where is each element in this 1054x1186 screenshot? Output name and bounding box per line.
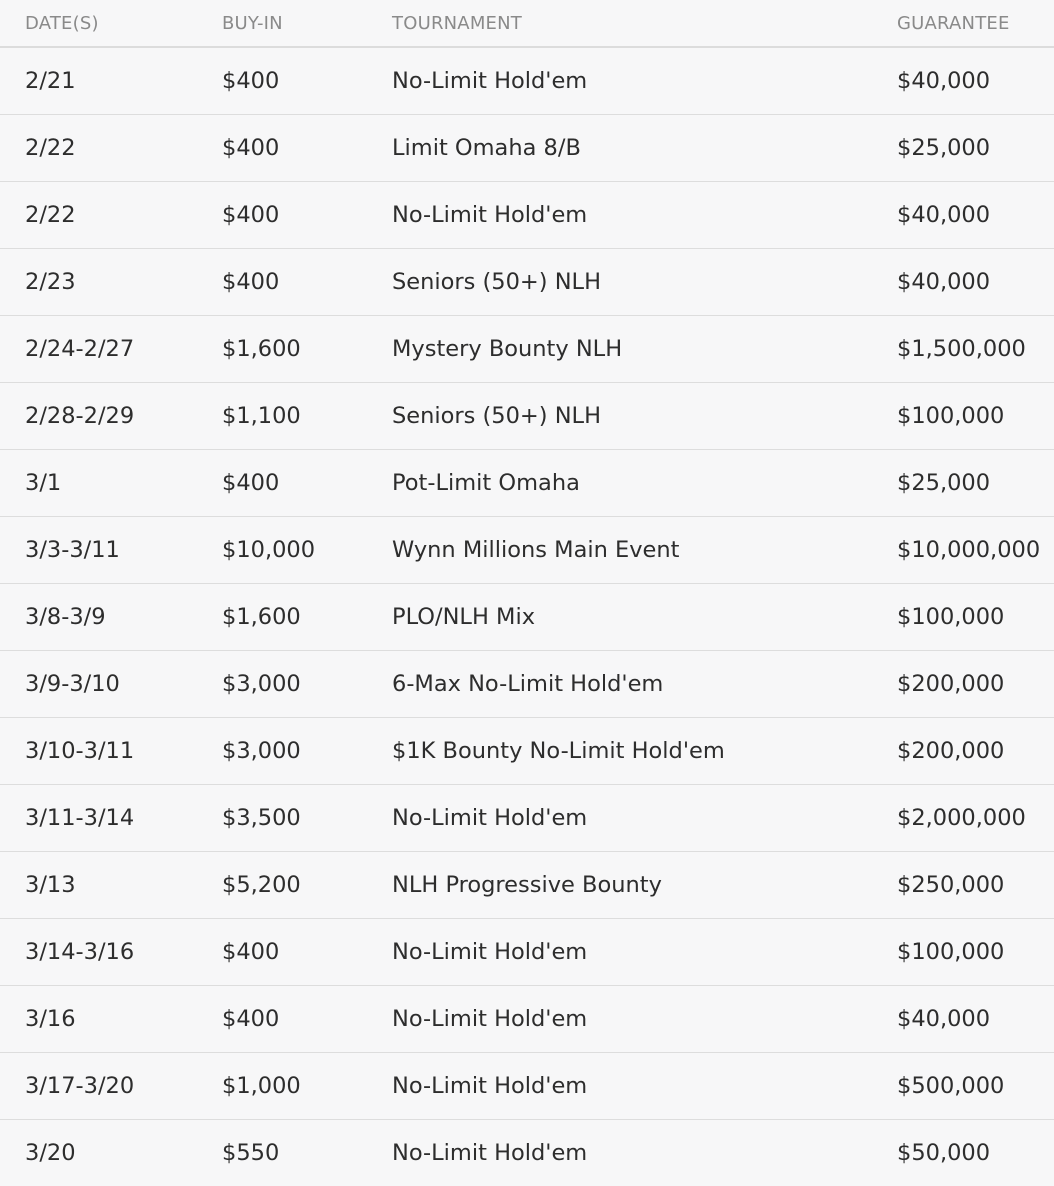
cell-date: 2/23 xyxy=(0,249,222,316)
cell-buyin: $3,500 xyxy=(222,785,392,852)
cell-buyin: $400 xyxy=(222,986,392,1053)
cell-date: 3/8-3/9 xyxy=(0,584,222,651)
table-row xyxy=(0,852,1054,919)
cell-date: 3/13 xyxy=(0,852,222,919)
cell-buyin: $400 xyxy=(222,919,392,986)
cell-date: 3/10-3/11 xyxy=(0,718,222,785)
cell-guarantee: $40,000 xyxy=(897,182,1054,249)
cell-guarantee: $40,000 xyxy=(897,249,1054,316)
cell-tournament: No-Limit Hold'em xyxy=(392,182,897,249)
cell-guarantee: $2,000,000 xyxy=(897,785,1054,852)
cell-guarantee: $250,000 xyxy=(897,852,1054,919)
table-row xyxy=(0,115,1054,182)
cell-tournament: Seniors (50+) NLH xyxy=(392,383,897,450)
cell-buyin: $550 xyxy=(222,1120,392,1186)
cell-buyin: $10,000 xyxy=(222,517,392,584)
cell-tournament: 6-Max No-Limit Hold'em xyxy=(392,651,897,718)
table-row xyxy=(0,383,1054,450)
cell-guarantee: $25,000 xyxy=(897,450,1054,517)
cell-guarantee: $100,000 xyxy=(897,584,1054,651)
table-row xyxy=(0,47,1054,115)
cell-tournament: Limit Omaha 8/B xyxy=(392,115,897,182)
table-row xyxy=(0,1120,1054,1186)
cell-tournament: No-Limit Hold'em xyxy=(392,47,897,115)
cell-date: 3/14-3/16 xyxy=(0,919,222,986)
table-row xyxy=(0,316,1054,383)
cell-guarantee: $100,000 xyxy=(897,383,1054,450)
table-row xyxy=(0,182,1054,249)
table-row xyxy=(0,517,1054,584)
cell-guarantee: $10,000,000 xyxy=(897,517,1054,584)
cell-buyin: $400 xyxy=(222,47,392,115)
cell-buyin: $1,000 xyxy=(222,1053,392,1120)
table-row xyxy=(0,919,1054,986)
table-row xyxy=(0,785,1054,852)
cell-tournament: No-Limit Hold'em xyxy=(392,919,897,986)
header-guarantee: GUARANTEE xyxy=(897,0,1054,47)
table-row xyxy=(0,651,1054,718)
cell-buyin: $5,200 xyxy=(222,852,392,919)
cell-tournament: Mystery Bounty NLH xyxy=(392,316,897,383)
cell-date: 3/1 xyxy=(0,450,222,517)
cell-buyin: $1,600 xyxy=(222,316,392,383)
cell-tournament: No-Limit Hold'em xyxy=(392,785,897,852)
cell-buyin: $400 xyxy=(222,450,392,517)
cell-tournament: No-Limit Hold'em xyxy=(392,1053,897,1120)
cell-tournament: PLO/NLH Mix xyxy=(392,584,897,651)
table-row xyxy=(0,718,1054,785)
table-row xyxy=(0,584,1054,651)
cell-guarantee: $200,000 xyxy=(897,651,1054,718)
cell-date: 3/9-3/10 xyxy=(0,651,222,718)
table-row xyxy=(0,450,1054,517)
cell-guarantee: $1,500,000 xyxy=(897,316,1054,383)
table-row xyxy=(0,249,1054,316)
cell-buyin: $3,000 xyxy=(222,651,392,718)
cell-date: 3/20 xyxy=(0,1120,222,1186)
cell-buyin: $400 xyxy=(222,115,392,182)
header-buyin: BUY-IN xyxy=(222,0,392,47)
cell-date: 2/22 xyxy=(0,182,222,249)
cell-tournament: No-Limit Hold'em xyxy=(392,1120,897,1186)
cell-date: 3/16 xyxy=(0,986,222,1053)
cell-guarantee: $200,000 xyxy=(897,718,1054,785)
cell-guarantee: $100,000 xyxy=(897,919,1054,986)
table-row xyxy=(0,986,1054,1053)
cell-guarantee: $40,000 xyxy=(897,986,1054,1053)
cell-date: 2/28-2/29 xyxy=(0,383,222,450)
table-row xyxy=(0,1053,1054,1120)
cell-date: 3/11-3/14 xyxy=(0,785,222,852)
cell-tournament: $1K Bounty No-Limit Hold'em xyxy=(392,718,897,785)
header-tournament: TOURNAMENT xyxy=(392,0,897,47)
cell-guarantee: $40,000 xyxy=(897,47,1054,115)
header-row xyxy=(0,0,1054,47)
cell-date: 3/3-3/11 xyxy=(0,517,222,584)
cell-tournament: Seniors (50+) NLH xyxy=(392,249,897,316)
cell-buyin: $3,000 xyxy=(222,718,392,785)
cell-guarantee: $50,000 xyxy=(897,1120,1054,1186)
cell-date: 3/17-3/20 xyxy=(0,1053,222,1120)
cell-buyin: $1,100 xyxy=(222,383,392,450)
header-date: DATE(S) xyxy=(0,0,222,47)
cell-date: 2/22 xyxy=(0,115,222,182)
cell-buyin: $400 xyxy=(222,249,392,316)
cell-buyin: $1,600 xyxy=(222,584,392,651)
cell-tournament: NLH Progressive Bounty xyxy=(392,852,897,919)
cell-tournament: Pot-Limit Omaha xyxy=(392,450,897,517)
table-header xyxy=(0,0,1054,47)
cell-tournament: Wynn Millions Main Event xyxy=(392,517,897,584)
cell-date: 2/21 xyxy=(0,47,222,115)
cell-tournament: No-Limit Hold'em xyxy=(392,986,897,1053)
cell-guarantee: $25,000 xyxy=(897,115,1054,182)
cell-buyin: $400 xyxy=(222,182,392,249)
cell-guarantee: $500,000 xyxy=(897,1053,1054,1120)
table-body xyxy=(0,47,1054,1186)
cell-date: 2/24-2/27 xyxy=(0,316,222,383)
